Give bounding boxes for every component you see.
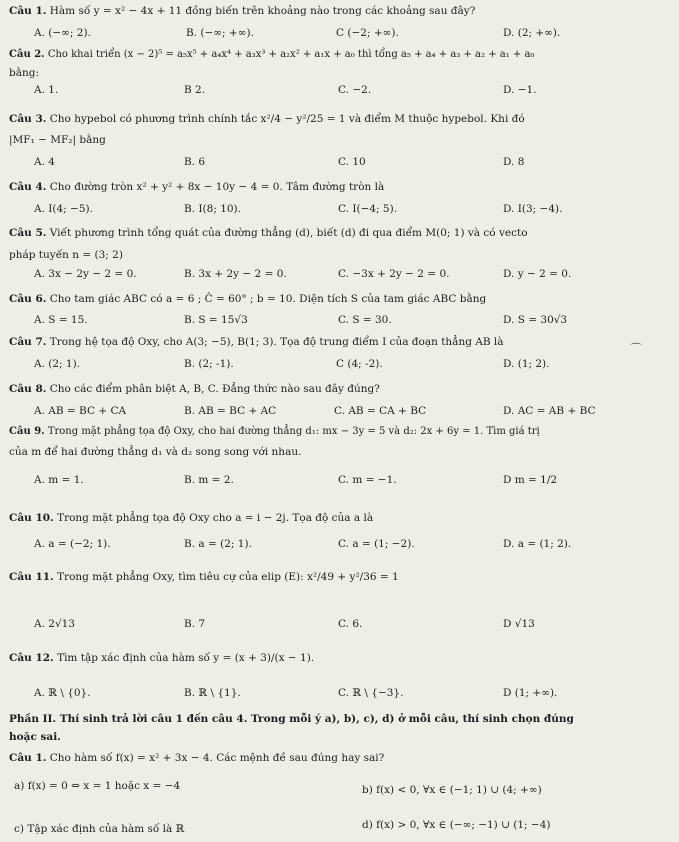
q4-option-a[interactable]: A. I(4; −5).: [34, 203, 93, 215]
q3-stem-cont: |MF₁ − MF₂| bằng: [9, 134, 106, 146]
q6-stem: Câu 6. Cho tam giác ABC có a = 6 ; Ĉ = 60° ; b = 10. Diện tích S của tam giác ABC bằng: [9, 293, 487, 305]
q4-stem: Câu 4. Cho đường tròn x² + y² + 8x − 10y − 4 = 0. Tâm đường tròn là: [9, 181, 385, 193]
q7-option-c[interactable]: C (4; -2).: [336, 358, 383, 370]
p2q1-item-a[interactable]: a) f(x) = 0 ⇔ x = 1 hoặc x = −4: [14, 780, 181, 792]
q7-option-a[interactable]: A. (2; 1).: [34, 358, 81, 370]
q3-stem: Câu 3. Cho hypebol có phương trình chính tắc x²/4 − y²/25 = 1 và điểm M thuộc hypebol. Khi đó: [9, 113, 525, 125]
q3-option-a[interactable]: A. 4: [34, 156, 55, 168]
q1-option-d[interactable]: D. (2; +∞).: [503, 27, 561, 39]
q1-option-c[interactable]: C (−2; +∞).: [336, 27, 399, 39]
q3-option-c[interactable]: C. 10: [338, 156, 366, 168]
q12-stem: Câu 12. Tìm tập xác định của hàm số y = (x + 3)/(x − 1).: [9, 652, 315, 664]
q5-option-c[interactable]: C. −3x + 2y − 2 = 0.: [338, 268, 450, 280]
q2-option-a[interactable]: A. 1.: [34, 84, 59, 96]
q4-option-c[interactable]: C. I(−4; 5).: [338, 203, 398, 215]
q10-option-c[interactable]: C. a = (1; −2).: [338, 538, 415, 550]
p2q1-stem: Câu 1. Cho hàm số f(x) = x² + 3x − 4. Các mệnh đề sau đúng hay sai?: [9, 752, 385, 764]
q11-option-c[interactable]: C. 6.: [338, 618, 363, 630]
p2q1-item-d[interactable]: d) f(x) > 0, ∀x ∈ (−∞; −1) ∪ (1; −4): [362, 819, 551, 831]
q12-option-d[interactable]: D (1; +∞).: [503, 687, 558, 699]
pen-mark: ⌒: [630, 342, 643, 356]
q8-option-c[interactable]: C. AB = CA + BC: [334, 405, 427, 417]
q5-option-d[interactable]: D. y − 2 = 0.: [503, 268, 572, 280]
q6-option-a[interactable]: A. S = 15.: [34, 314, 88, 326]
q7-stem: Câu 7. Trong hệ tọa độ Oxy, cho A(3; −5), B(1; 3). Tọa độ trung điểm I của đoạn thẳng AB là: [9, 336, 504, 348]
q6-option-c[interactable]: C. S = 30.: [338, 314, 392, 326]
q5-stem: Câu 5. Viết phương trình tổng quát của đường thẳng (d), biết (d) đi qua điểm M(0; 1) và có vecto: [9, 227, 528, 239]
q9-stem-cont: của m để hai đường thẳng d₁ và d₂ song song với nhau.: [9, 446, 302, 458]
q9-option-d[interactable]: D m = 1/2: [503, 474, 558, 486]
q10-option-d[interactable]: D. a = (1; 2).: [503, 538, 572, 550]
q4-option-d[interactable]: D. I(3; −4).: [503, 203, 563, 215]
q3-option-d[interactable]: D. 8: [503, 156, 525, 168]
part2-title-cont: hoặc sai.: [9, 731, 61, 743]
q11-stem: Câu 11. Trong mặt phẳng Oxy, tìm tiêu cự của elip (E): x²/49 + y²/36 = 1: [9, 571, 399, 583]
q2-option-b[interactable]: B 2.: [184, 84, 206, 96]
q8-stem: Câu 8. Cho các điểm phân biệt A, B, C. Đẳng thức nào sau đây đúng?: [9, 383, 380, 395]
q1-option-b[interactable]: B. (−∞; +∞).: [186, 27, 254, 39]
q7-option-b[interactable]: B. (2; -1).: [184, 358, 234, 370]
part2-title: Phần II. Thí sinh trả lời câu 1 đến câu 4. Trong mỗi ý a), b), c), d) ở mỗi câu, thí sinh chọn đúng: [9, 713, 574, 725]
q2-stem-cont: bằng:: [9, 67, 40, 79]
q11-option-b[interactable]: B. 7: [184, 618, 206, 630]
q2-option-d[interactable]: D. −1.: [503, 84, 537, 96]
q8-option-d[interactable]: D. AC = AB + BC: [503, 405, 596, 417]
q9-option-a[interactable]: A. m = 1.: [34, 474, 84, 486]
q1-stem: Câu 1. Hàm số y = x² − 4x + 11 đồng biến trên khoảng nào trong các khoảng sau đây?: [9, 5, 476, 17]
q9-option-b[interactable]: B. m = 2.: [184, 474, 234, 486]
q7-option-d[interactable]: D. (1; 2).: [503, 358, 550, 370]
q6-option-b[interactable]: B. S = 15√3: [184, 314, 248, 326]
q9-stem: Câu 9. Trong mặt phẳng tọa độ Oxy, cho hai đường thẳng d₁: mx − 3y = 5 và d₂: 2x + 6y = 1. Tìm giá trị: [9, 426, 540, 437]
q1-option-a[interactable]: A. (−∞; 2).: [34, 27, 91, 39]
q12-option-a[interactable]: A. ℝ \ {0}.: [34, 687, 91, 699]
p2q1-item-b[interactable]: b) f(x) < 0, ∀x ∈ (−1; 1) ∪ (4; +∞): [362, 784, 542, 796]
q5-option-a[interactable]: A. 3x − 2y − 2 = 0.: [34, 268, 137, 280]
q2-stem: Câu 2. Cho khai triển (x − 2)⁵ = a₅x⁵ + a₄x⁴ + a₃x³ + a₂x² + a₁x + a₀ thì tổng a₅ + a₄ + a₃ + a₂ + a₁ + a₀: [9, 49, 535, 60]
q9-option-c[interactable]: C. m = −1.: [338, 474, 397, 486]
q12-option-b[interactable]: B. ℝ \ {1}.: [184, 687, 241, 699]
q5-option-b[interactable]: B. 3x + 2y − 2 = 0.: [184, 268, 287, 280]
q8-option-a[interactable]: A. AB = BC + CA: [34, 405, 127, 417]
q4-option-b[interactable]: B. I(8; 10).: [184, 203, 241, 215]
q5-stem-cont: pháp tuyến n = (3; 2): [9, 249, 123, 261]
q10-stem: Câu 10. Trong mặt phẳng tọa độ Oxy cho a = i − 2j. Tọa độ của a là: [9, 512, 374, 524]
q11-option-a[interactable]: A. 2√13: [34, 618, 75, 630]
q2-option-c[interactable]: C. −2.: [338, 84, 372, 96]
q11-option-d[interactable]: D √13: [503, 618, 535, 630]
q6-option-d[interactable]: D. S = 30√3: [503, 314, 568, 326]
q10-option-a[interactable]: A. a = (−2; 1).: [34, 538, 111, 550]
p2q1-item-c[interactable]: c) Tập xác định của hàm số là ℝ: [14, 823, 185, 835]
q10-option-b[interactable]: B. a = (2; 1).: [184, 538, 252, 550]
q8-option-b[interactable]: B. AB = BC + AC: [184, 405, 277, 417]
q12-option-c[interactable]: C. ℝ \ {−3}.: [338, 687, 404, 699]
q3-option-b[interactable]: B. 6: [184, 156, 206, 168]
